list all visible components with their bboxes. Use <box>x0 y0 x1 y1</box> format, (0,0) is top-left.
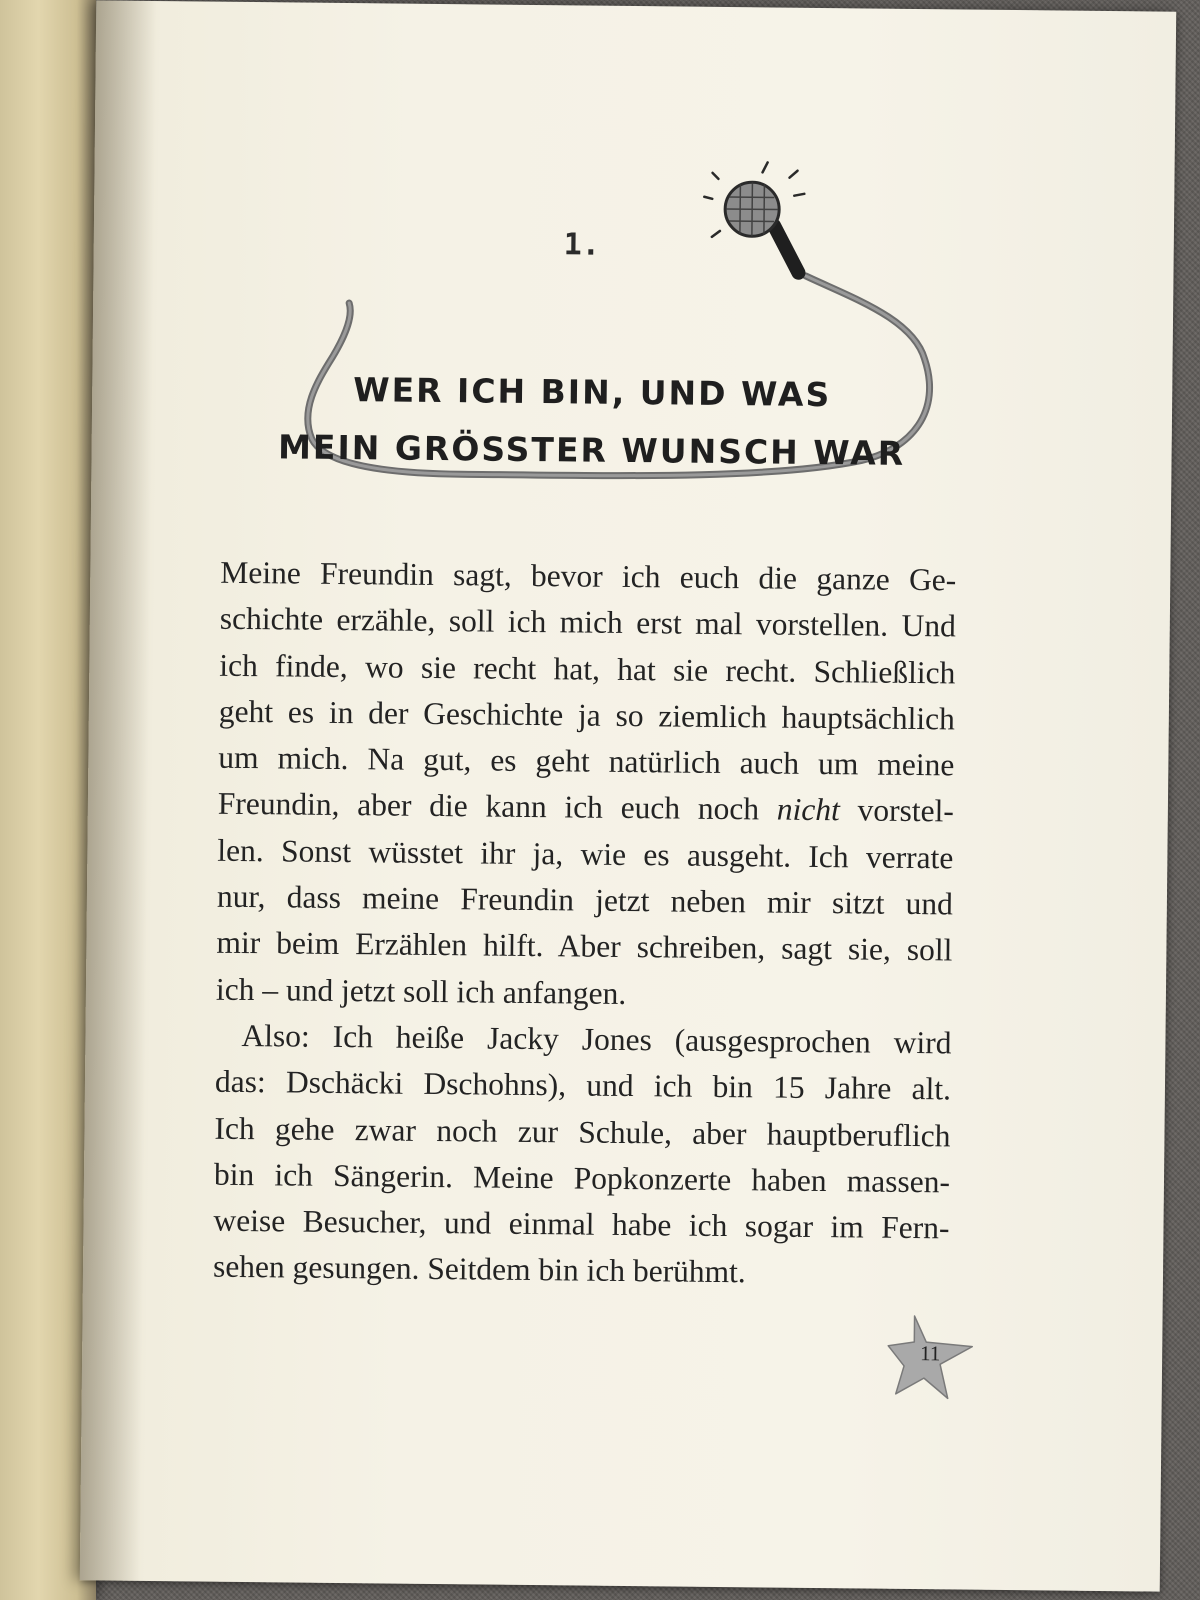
text-line: ich finde, wo sie recht hat, hat sie recht. Schließlich <box>219 647 956 691</box>
paragraph-2 <box>213 1013 952 1298</box>
chapter-title-line-2: MEIN GRÖSSTER WUNSCH WAR <box>277 427 906 473</box>
text-line: bin ich Sängerin. Meine Popkonzerte haben massen- <box>213 1156 951 1200</box>
text-line: Ich gehe zwar noch zur Schule, aber hauptberuflich <box>214 1110 951 1153</box>
emphasis-text: nicht <box>776 792 841 828</box>
text-line: ich – und jetzt soll ich anfangen. <box>215 971 627 1011</box>
text-line: geht es in der Geschichte ja so ziemlich hauptsächlich <box>218 693 956 737</box>
text-line: sehen gesungen. Seitdem bin ich berühmt. <box>212 1249 746 1290</box>
text-line: um mich. Na gut, es geht natürlich auch um meine <box>218 739 955 783</box>
text-line: Also: Ich heiße Jacky Jones (ausgesprochen wird <box>241 1017 952 1061</box>
chapter-title-line-1: WER ICH BIN, UND WAS <box>353 370 832 415</box>
text-line: Meine Freundin sagt, bevor ich euch die ganze Ge- <box>220 554 957 598</box>
text-line: weise Besucher, und einmal habe ich sogar im Fern- <box>213 1202 950 1246</box>
paragraph-1 <box>216 550 957 1021</box>
text-line <box>218 781 954 835</box>
text-line: mir beim Erzählen hilft. Aber schreiben, sagt sie, soll <box>216 925 953 968</box>
page-number: 11 <box>919 1341 941 1366</box>
text-line: nur, dass meine Freundin jetzt neben mir sitzt und <box>216 878 954 922</box>
body-text <box>213 550 957 1298</box>
text-segment: Freundin, aber die kann ich euch noch <box>217 786 778 828</box>
text-line: schichte erzähle, soll ich mich erst mal vorstellen. Und <box>219 601 956 644</box>
text-segment: vorstel- <box>839 792 955 829</box>
chapter-number: 1. <box>563 227 601 263</box>
chapter-title <box>241 360 942 483</box>
book-page <box>80 0 1176 1591</box>
text-line: len. Sonst wüsstet ihr ja, wie es ausgeht. Ich verrate <box>217 832 954 876</box>
text-line: das: Dschäcki Dschohns), und ich bin 15 Jahre alt. <box>214 1063 952 1107</box>
